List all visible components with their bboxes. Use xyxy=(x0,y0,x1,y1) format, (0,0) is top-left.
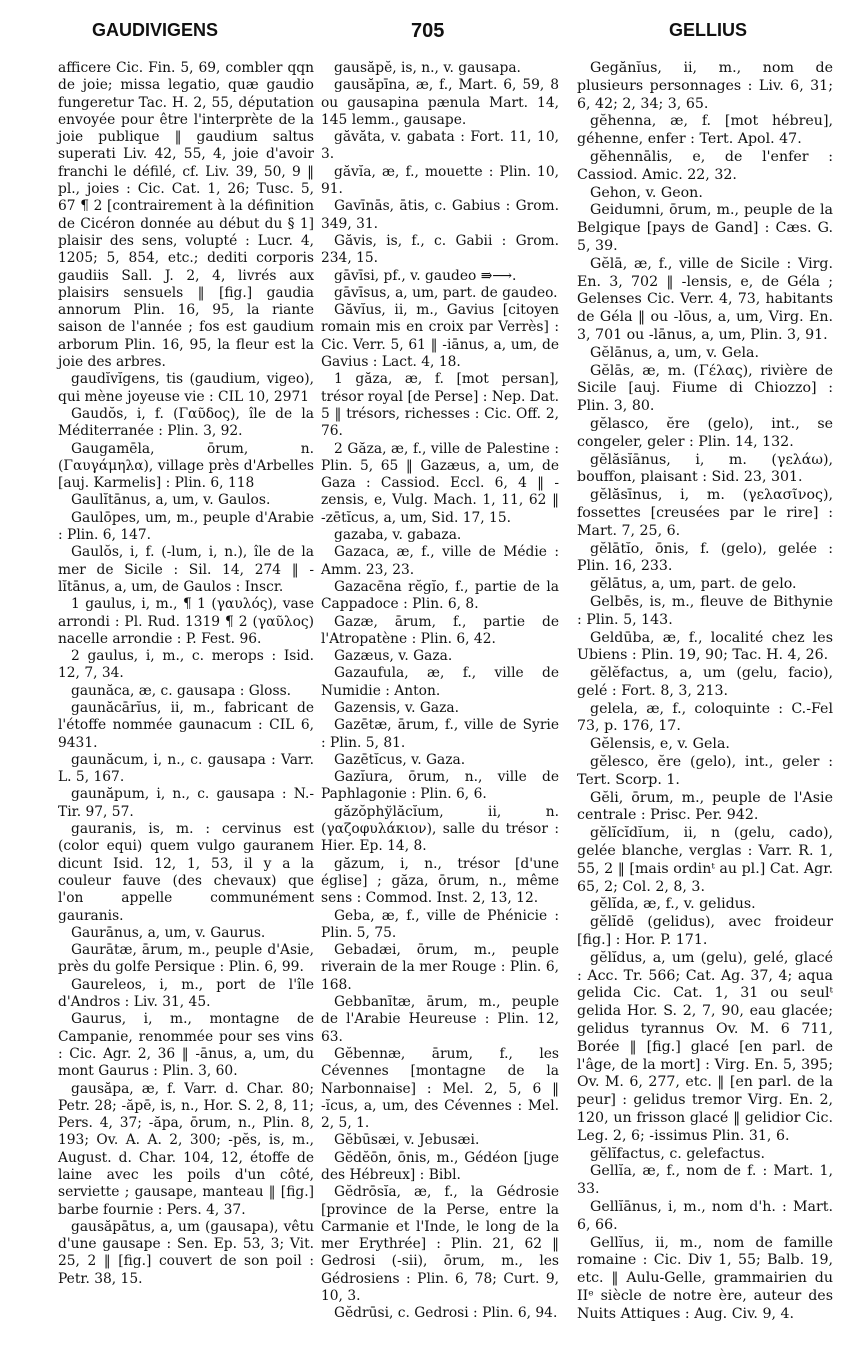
dictionary-column-1 xyxy=(58,60,314,1288)
dictionary-entry: Gĕdĕōn, ōnis, m., Gédéon [juge des Hébreux] : Bibl. xyxy=(321,1149,559,1183)
dictionary-entry: Gegănĭus, ii, m., nom de plusieurs personnages : Liv. 6, 31; 6, 42; 2, 34; 3, 65. xyxy=(577,60,833,112)
dictionary-entry: gĕlesco, ĕre (gelo), int., geler : Tert. Scorp. 1. xyxy=(577,754,833,788)
dictionary-entry: gausăpĕ, is, n., v. gausapa. xyxy=(334,60,521,76)
dictionary-entry: gĕlātus, a, um, part. de gelo. xyxy=(590,576,797,593)
dictionary-entry: gĕlĭdus, a, um (gelu), gelé, glacé : Acc. Tr. 566; Cat. Ag. 37, 4; aqua gelida Cic. Cat. 1, 31 ou seulᵗ gelida Hor. S. 2, 7, 90, eau glacée; gelidus tyrannus Ov. M. 6 711, Borée ‖ [fig.] glacé [en parl. de l'âge, de la mort] : Virg. En. 5, 395; Ov. M. 6, 277, etc. ‖ [en parl. de la peur] : gelidus tremor Virg. En. 2, 120, un frisson glacé ‖ gelidior Cic. Leg. 2, 6; -issimus Plin. 31, 6. xyxy=(577,949,833,1144)
dictionary-entry: Gellĭa, æ, f., nom de f. : Mart. 1, 33. xyxy=(577,1163,833,1198)
dictionary-entry: Gĕbennæ, ārum, f., les Cévennes [montagne de la Narbonnaise] : Mel. 2, 5, 6 ‖ -ĭcus, a, um, des Cévennes : Mel. 2, 5, 1. xyxy=(321,1045,559,1132)
dictionary-entry: Gĕlānus, a, um, v. Gela. xyxy=(590,344,759,361)
running-head-right: GELLIUS xyxy=(669,20,748,40)
dictionary-entry: gĕhenna, æ, f. [mot hébreu], géhenne, enfer : Tert. Apol. 47. xyxy=(577,113,833,148)
dictionary-entry: Găvĭus, ii, m., Gavius [citoyen romain mis en croix par Verrès] : Cic. Verr. 5, 61 ‖ -iānus, a, um, de Gavius : Lact. 4, 18. xyxy=(321,302,559,371)
page-header xyxy=(0,20,850,52)
dictionary-entry: gāvīsus, a, um, part. de gaudeo. xyxy=(334,284,558,301)
dictionary-entry: Gĕdrōsĭa, æ, f., la Gédrosie [province de la Perse, entre la Carmanie et l'Inde, le long de la mer Erythrée] : Plin. 21, 62 ‖ Gedrosi (-sii), ōrum, m., les Gédrosiens : Plin. 6, 78; Curt. 9, 10, 3. xyxy=(321,1184,559,1305)
dictionary-entry: găvăta, v. gabata : Fort. 11, 10, 3. xyxy=(321,129,559,163)
dictionary-entry: gaudĭvĭgens, tis (gaudium, vigeo), qui mène joyeuse vie : CIL 10, 2971 xyxy=(58,371,314,405)
dictionary-column-2 xyxy=(321,60,559,1323)
dictionary-entry: Gĕlensis, e, v. Gela. xyxy=(590,736,730,753)
dictionary-entry: găvĭa, æ, f., mouette : Plin. 10, 91. xyxy=(321,163,559,198)
dictionary-entry: Gĕli, ōrum, m., peuple de l'Asie centrale : Prisc. Per. 942. xyxy=(577,789,833,824)
dictionary-entry: Gĕlās, æ, m. (Γέλας), rivière de Sicile [auj. Fiume di Chiozzo] : Plin. 3, 80. xyxy=(577,362,833,415)
dictionary-entry: gĕhennālis, e, de l'enfer : Cassiod. Amic. 22, 32. xyxy=(577,148,833,183)
running-head-left: GAUDIVIGENS xyxy=(92,20,219,40)
dictionary-entry: Geldūba, æ, f., localité chez les Ubiens : Plin. 19, 90; Tac. H. 4, 26. xyxy=(577,629,833,664)
dictionary-entry: Gaurānus, a, um, v. Gaurus. xyxy=(71,924,266,941)
dictionary-entry: 1 gaulus, i, m., ¶ 1 (γαυλός), vase arrondi : Pl. Rud. 1319 ¶ 2 (γαῦλος) nacelle arrondie : P. Fest. 96. xyxy=(58,596,314,647)
dictionary-entry: Gaudŏs, i, f. (Γαῦδος), île de la Méditerranée : Plin. 3, 92. xyxy=(58,405,314,440)
dictionary-entry: Gazaufula, æ, f., ville de Numidie : Anton. xyxy=(321,665,559,699)
dictionary-entry: 2 gaulus, i, m., c. merops : Isid. 12, 7, 34. xyxy=(58,648,314,682)
dictionary-entry: Gebadæi, ōrum, m., peuple riverain de la mer Rouge : Plin. 6, 168. xyxy=(321,942,559,993)
dictionary-entry: gazaba, v. gabaza. xyxy=(334,527,462,544)
dictionary-entry: gaunăpum, i, n., c. gausapa : N.-Tir. 97, 57. xyxy=(58,786,314,820)
dictionary-entry: Gĕlā, æ, f., ville de Sicile : Virg. En. 3, 702 ‖ -lensis, e, de Géla ; Gelenses Cic. Verr. 4, 73, habitants de Géla ‖ ou -lōus, a, um, Virg. En. 3, 701 ou -lānus, a, um, Plin. 3, 91. xyxy=(577,255,833,343)
dictionary-entry: gaunăca, æ, c. gausapa : Gloss. xyxy=(71,682,292,699)
dictionary-entry: gelela, æ, f., coloquinte : C.-Fel 73, p. 176, 17. xyxy=(577,700,833,735)
dictionary-entry: afficere Cic. Fin. 5, 69, combler qqn de joie; missa legatio, quæ gaudio fungeretur Tac. H. 2, 55, députation envoyée pour être l'interprète de la joie publique ‖ gaudium saltus superati Liv. 42, 55, 4, joie d'avoir franchi le défilé, cf. Liv. 39, 50, 9 ‖ pl., joies : Cic. Cat. 1, 26; Tusc. 5, 67 ¶ 2 [contrairement à la définition de Cicéron donnée au début du § 1] plaisir des sens, volupté : Lucr. 4, 1205; 5, 854, etc.; dediti corporis gaudiis Sall. J. 2, 4, livrés aux plaisirs sensuels ‖ [fig.] gaudia annorum Plin. 16, 95, la riante saison de l'année ; fos est gaudium arborum Plin. 16, 95, la fleur est la joie des arbres. xyxy=(58,60,314,371)
dictionary-entry: Gellĭānus, i, m., nom d'h. : Mart. 6, 66. xyxy=(577,1199,833,1233)
dictionary-entry: 2 Găza, æ, f., ville de Palestine : Plin. 5, 65 ‖ Gazæus, a, um, de Gaza : Cassiod. Eccl. 6, 4 ‖ -zensis, e, Vulg. Mach. 1, 11, 62 ‖ -zētĭcus, a, um, Sid. 17, 15. xyxy=(321,440,559,526)
dictionary-entry: gauranis, is, m. : cervinus est (color equi) quem vulgo gauranem dicunt Isid. 12, 1, 53, il y a la couleur fauve (des chevaux) que l'on appelle communément gauranis. xyxy=(58,821,314,924)
page-number: 705 xyxy=(411,20,445,42)
dictionary-entry: Gaureleos, i, m., port de l'île d'Andros : Liv. 31, 45. xyxy=(58,976,314,1011)
dictionary-column-3 xyxy=(577,60,833,1324)
dictionary-entry: gāvīsi, pf., v. gaudeo ⇛⟶. xyxy=(334,267,517,284)
dictionary-entry: gĕlăsĭānus, i, m. (γελάω), bouffon, plaisant : Sid. 23, 301. xyxy=(577,451,833,486)
dictionary-entry: Gelbēs, is, m., fleuve de Bithynie : Plin. 5, 143. xyxy=(577,593,833,628)
dictionary-entry: Gehon, v. Geon. xyxy=(590,184,703,201)
dictionary-entry: Gellĭus, ii, m., nom de famille romaine : Cic. Div 1, 55; Balb. 19, etc. ‖ Aulu-Gelle, grammairien du IIᵉ siècle de notre ère, auteur des Nuits Attiques : Aug. Civ. 9, 4. xyxy=(577,1234,833,1322)
dictionary-entry: gĕlĭcĭdĭum, ii, n (gelu, cado), gelée blanche, verglas : Varr. R. 1, 55, 2 ‖ [mais ordinᵗ au pl.] Cat. Agr. 65, 2; Col. 2, 8, 3. xyxy=(577,825,833,895)
dictionary-entry: gĕlĕfactus, a, um (gelu, facio), gelé : Fort. 8, 3, 213. xyxy=(577,665,833,699)
dictionary-entry: gaunăcum, i, n., c. gausapa : Varr. L. 5, 167. xyxy=(58,751,314,786)
dictionary-entry: găzum, i, n., trésor [d'une église] ; găza, ōrum, n., même sens : Commod. Inst. 2, 13, 12. xyxy=(321,855,559,907)
dictionary-entry: Gazensis, v. Gaza. xyxy=(334,699,459,716)
dictionary-entry: Gaugamēla, ōrum, n. (Γαυγάμηλα), village près d'Arbelles [auj. Karmelis] : Plin. 6, 118 xyxy=(58,440,314,492)
dictionary-entry: gaunăcārĭus, ii, m., fabricant de l'étoffe nommée gaunacum : CIL 6, 9431. xyxy=(58,699,314,751)
dictionary-entry: Gebbanītæ, ārum, m., peuple de l'Arabie Heureuse : Plin. 12, 63. xyxy=(321,994,559,1045)
dictionary-entry: Gazētæ, ārum, f., ville de Syrie : Plin. 5, 81. xyxy=(321,717,559,751)
dictionary-entry: Gaurus, i, m., montagne de Campanie, renommée pour ses vins : Cic. Agr. 2, 36 ‖ -ānus, a, um, du mont Gaurus : Plin. 3, 60. xyxy=(58,1011,314,1080)
dictionary-entry: Gavīnās, ātis, c. Gabius : Grom. 349, 31. xyxy=(321,198,559,232)
dictionary-entry: Găvis, is, f., c. Gabii : Grom. 234, 15. xyxy=(321,232,559,267)
dictionary-entry: Geidumni, ōrum, m., peuple de la Belgique [pays de Gand] : Cæs. G. 5, 39. xyxy=(577,202,833,254)
dictionary-entry: Gazæ, ārum, f., partie de l'Atropatène : Plin. 6, 42. xyxy=(321,613,559,647)
dictionary-entry: Gazæus, v. Gaza. xyxy=(334,648,453,665)
dictionary-entry: Gaurātæ, ārum, m., peuple d'Asie, près du golfe Persique : Plin. 6, 99. xyxy=(58,942,314,976)
dictionary-entry: gĕlĭfactus, c. gelefactus. xyxy=(590,1145,766,1162)
dictionary-entry: Gĕbūsæi, v. Jebusæi. xyxy=(334,1132,480,1149)
dictionary-entry: găzŏphўlăcĭum, ii, n. (γαζοφυλάκιον), salle du trésor : Hier. Ep. 14, 8. xyxy=(321,803,559,855)
dictionary-entry: gĕlăsīnus, i, m. (γελασῖνος), fossettes [creusées par le rire] : Mart. 7, 25, 6. xyxy=(577,487,833,539)
dictionary-entry: Gaulĭtānus, a, um, v. Gaulos. xyxy=(71,492,271,509)
dictionary-entry: Gaulōpes, um, m., peuple d'Arabie : Plin. 6, 147. xyxy=(58,509,314,544)
dictionary-entry: Gazĭura, ōrum, n., ville de Paphlagonie : Plin. 6, 6. xyxy=(321,769,559,803)
dictionary-entry: gĕlĭda, æ, f., v. gelidus. xyxy=(590,896,756,913)
dictionary-entry: gausăpātus, a, um (gausapa), vêtu d'une gausape : Sen. Ep. 53, 3; Vit. 25, 2 ‖ [fig.] couvert de son poil : Petr. 38, 15. xyxy=(58,1218,314,1287)
dictionary-entry: Geba, æ, f., ville de Phénicie : Plin. 5, 75. xyxy=(321,907,559,941)
dictionary-entry: Gazacēna rĕgĭo, f., partie de la Cappadoce : Plin. 6, 8. xyxy=(321,578,559,613)
dictionary-entry: Gazētĭcus, v. Gaza. xyxy=(334,751,466,768)
dictionary-entry: gausăpīna, æ, f., Mart. 6, 59, 8 ou gausapina pænula Mart. 14, 145 lemm., gausape. xyxy=(321,77,559,128)
dictionary-entry: Gĕdrūsi, c. Gedrosi : Plin. 6, 94. xyxy=(334,1305,558,1322)
dictionary-entry: gĕlĭdē (gelidus), avec froideur [fig.] : Hor. P. 171. xyxy=(577,914,833,949)
dictionary-entry: gausăpa, æ, f. Varr. d. Char. 80; Petr. 28; -ăpē, is, n., Hor. S. 2, 8, 11; Pers. 4, 37; -ăpa, ōrum, n., Plin. 8, 193; Ov. A. A. 2, 300; -pĕs, is, m., August. d. Char. 104, 12, étoffe de laine avec les poils d'un côté, serviette ; gausape, manteau ‖ [fig.] barbe fournie : Pers. 4, 37. xyxy=(58,1080,314,1218)
dictionary-entry: Gazaca, æ, f., ville de Médie : Amm. 23, 23. xyxy=(321,544,559,578)
dictionary-entry: Gaulŏs, i, f. (-lum, i, n.), île de la mer de Sicile : Sil. 14, 274 ‖ -lĭtānus, a, um, de Gaulos : Inscr. xyxy=(58,544,314,595)
dictionary-entry: 1 găza, æ, f. [mot persan], trésor royal [de Perse] : Nep. Dat. 5 ‖ trésors, richesses : Cic. Off. 2, 76. xyxy=(321,371,559,440)
dictionary-entry: gĕlasco, ĕre (gelo), int., se congeler, geler : Plin. 14, 132. xyxy=(577,415,833,450)
dictionary-entry: gĕlātĭo, ōnis, f. (gelo), gelée : Plin. 16, 233. xyxy=(577,540,833,575)
